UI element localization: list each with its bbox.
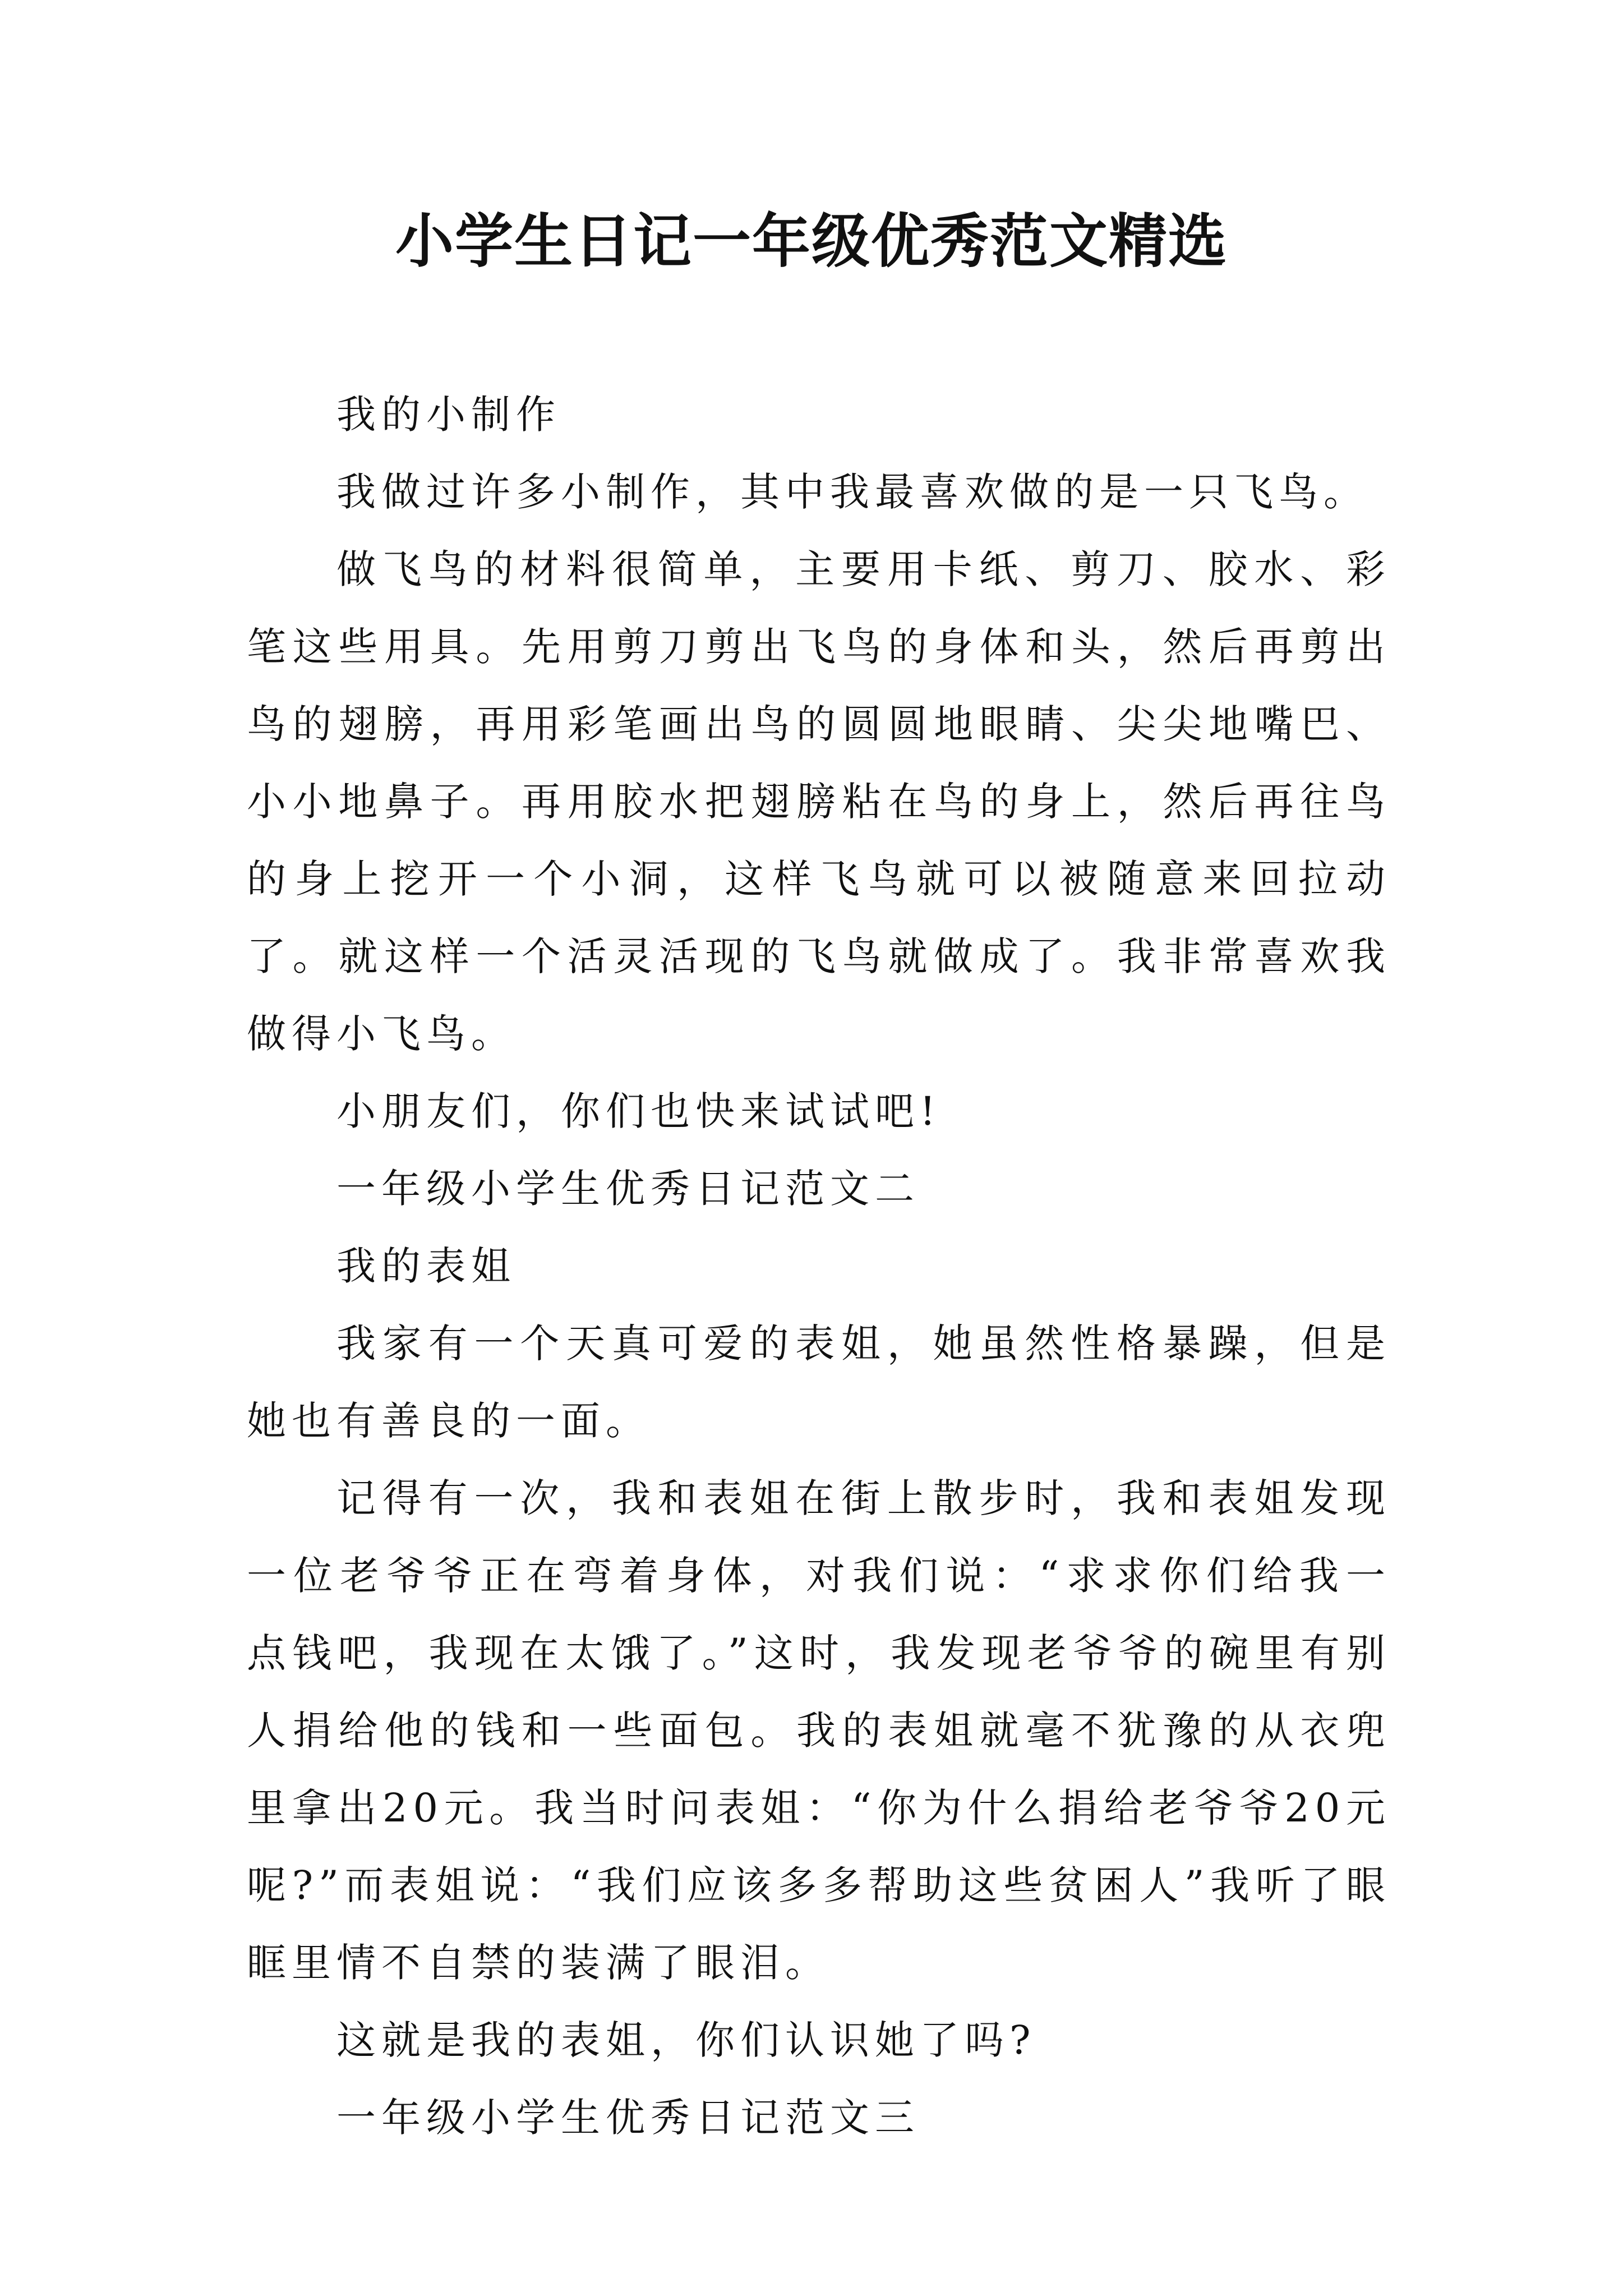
paragraph: 做飞鸟的材料很简单，主要用卡纸、剪刀、胶水、彩笔这些用具。先用剪刀剪出飞鸟的身体和头，然后再剪出鸟的翅膀，再用彩笔画出鸟的圆圆地眼睛、尖尖地嘴巴、小小地鼻子。再用胶水把翅膀粘在鸟的身上，然后再往鸟的身上挖开一个小洞，这样飞鸟就可以被随意来回拉动了。就这样一个活灵活现的飞鸟就做成了。我非常喜欢我做得小飞鸟。 bbox=[247, 546, 1391, 1057]
paragraph-heading: 我的表姐 bbox=[336, 1243, 516, 1289]
section-heading: 一年级小学生优秀日记范文二 bbox=[336, 1166, 920, 1212]
paragraph: 我做过许多小制作，其中我最喜欢做的是一只飞鸟。 bbox=[336, 469, 1368, 515]
paragraph: 我家有一个天真可爱的表姐，她虽然性格暴躁，但是她也有善良的一面。 bbox=[247, 1320, 1391, 1444]
paragraph: 记得有一次，我和表姐在街上散步时，我和表姐发现一位老爷爷正在弯着身体，对我们说：“求求你们给我一点钱吧，我现在太饿了。”这时，我发现老爷爷的碗里有别人捐给他的钱和一些面包。我的表姐就毫不犹豫的从衣兜里拿出20元。我当时问表姐：“你为什么捐给老爷爷20元呢?”而表姐说：“我们应该多多帮助这些贫困人”我听了眼眶里情不自禁的装满了眼泪。 bbox=[247, 1475, 1391, 1986]
paragraph: 小朋友们，你们也快来试试吧! bbox=[336, 1088, 942, 1134]
section-heading: 一年级小学生优秀日记范文三 bbox=[336, 2095, 920, 2141]
document-title: 小学生日记一年级优秀范文精选 bbox=[395, 207, 1228, 275]
document-body bbox=[247, 376, 1391, 2156]
paragraph: 这就是我的表姐，你们认识她了吗? bbox=[336, 2017, 1036, 2063]
paragraph-heading: 我的小制作 bbox=[336, 392, 561, 438]
